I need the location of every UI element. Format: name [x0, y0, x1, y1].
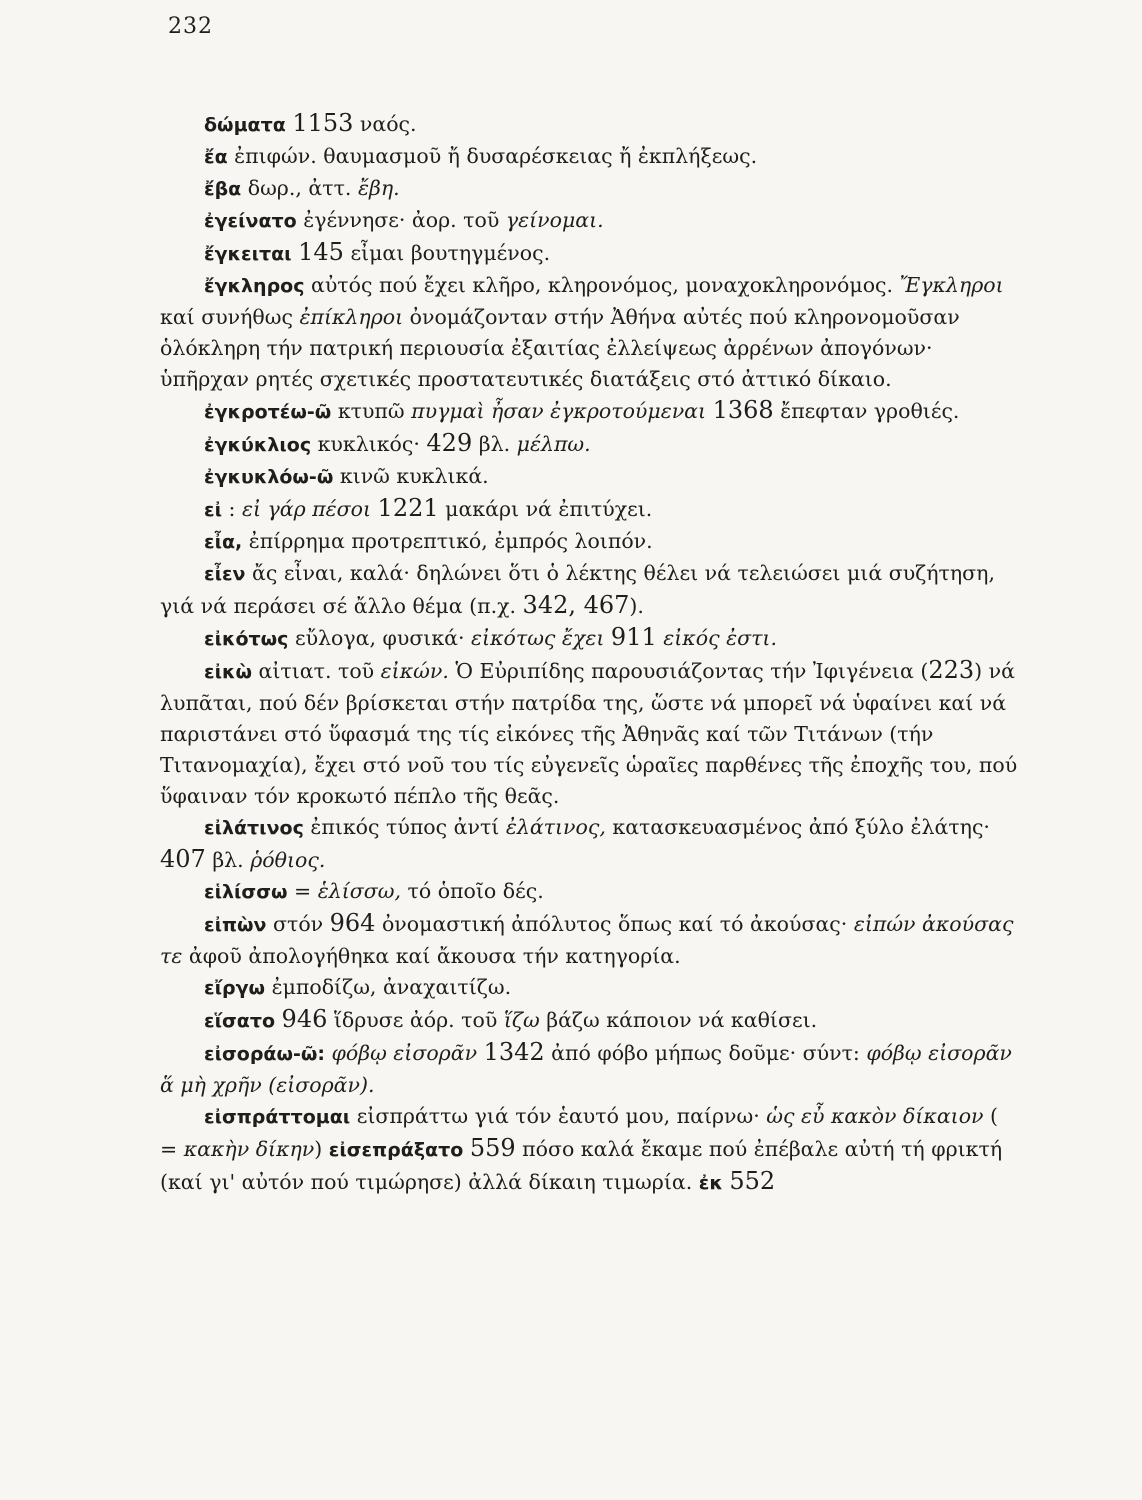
entry-text: ἐπιφών. θαυμασμοῦ ἤ δυσαρέσκειας ἤ ἐκπλήξεως. — [227, 144, 758, 168]
dictionary-entry — [160, 876, 1018, 908]
line-reference: 1221 — [377, 494, 439, 522]
entry-text: ἵδρυσε ἀόρ. τοῦ — [327, 1008, 504, 1032]
dictionary-entry — [160, 108, 1018, 141]
dictionary-entry — [160, 428, 1018, 461]
lemma-headword: εἰλάτινος — [204, 817, 304, 839]
dictionary-entry — [160, 461, 1018, 493]
dictionary-entry — [160, 237, 1018, 270]
entry-text: βλ. — [472, 432, 517, 456]
italic-quote: εἰκός ἐστι. — [663, 626, 777, 650]
dictionary-entry — [160, 622, 1018, 655]
entry-text: ) νά λυπᾶται, πού δέν βρίσκεται στήν πατρίδα της, ὥστε νά μπορεῖ νά ὑφαίνει καί νά παριστάνει στό ὕφασμά της τίς εἰκόνες τῆς Ἀθηνᾶς καί τῶν Τιτάνων (τήν Τιτανομαχία), ἔχει στό νοῦ του τίς εὐγενεῖς ὡραῖες παρθένες τῆς ἐποχῆς του, πού ὕφαιναν τόν κροκωτό πέπλο τῆς θεᾶς. — [160, 659, 1018, 808]
dictionary-entry — [160, 493, 1018, 526]
line-reference: 429 — [426, 429, 473, 457]
line-reference: 1153 — [292, 109, 354, 137]
entry-text: ἐπικός τύπος ἀντί — [303, 815, 506, 839]
lemma-headword: ἐγκροτέω-ῶ — [204, 401, 332, 423]
italic-quote: Ἔγκληροι — [899, 273, 1004, 297]
dictionary-entry — [160, 526, 1018, 558]
dictionary-entry — [160, 1101, 1018, 1199]
entry-text: ναός. — [353, 112, 417, 136]
entry-text: ). — [629, 594, 644, 618]
lemma-headword: ἔα — [204, 146, 228, 168]
italic-quote: ὡς εὖ κακὸν δίκαιον — [766, 1104, 984, 1128]
entry-text: εἰσπράττω γιά τόν ἑαυτό μου, παίρνω· — [350, 1104, 767, 1128]
line-reference: 1342 — [483, 1038, 545, 1066]
lemma-headword: εἴργω — [204, 977, 266, 999]
entry-text: ἀφοῦ ἀπολογήθηκα καί ἄκουσα τήν κατηγορία. — [182, 944, 681, 968]
line-reference: 223 — [928, 656, 975, 684]
italic-quote: ἔβη. — [357, 176, 400, 200]
italic-quote: ἐλάτινος, — [505, 815, 606, 839]
entry-text: κατασκευασμένος ἀπό ξύλο ἐλάτης· — [605, 815, 990, 839]
dictionary-entry — [160, 655, 1018, 812]
dictionary-entry — [160, 1004, 1018, 1037]
lemma-headword: ἐγκύκλιος — [204, 434, 312, 456]
entry-text: κτυπῶ — [331, 399, 412, 423]
dictionary-entry — [160, 558, 1018, 622]
line-reference: 1368 — [712, 396, 774, 424]
entry-text: ὀνομαστική ἀπόλυτος ὅπως καί τό ἀκούσας· — [375, 912, 854, 936]
italic-quote: μέλπω. — [516, 432, 591, 456]
entry-text: καί συνήθως — [160, 305, 300, 329]
lemma-headword: εἱλίσσω — [204, 881, 288, 903]
line-reference: 911 — [610, 623, 657, 651]
line-reference: 946 — [281, 1005, 328, 1033]
italic-quote: ἵζω — [503, 1008, 540, 1032]
italic-quote: εἰκότως ἔχει — [471, 626, 605, 650]
entry-text: Ὁ Εὐριπίδης παρουσιάζοντας τήν Ἰφιγένεια ( — [448, 659, 929, 683]
dictionary-entry — [160, 972, 1018, 1004]
entry-text: : — [221, 497, 242, 521]
dictionary-entry — [160, 1037, 1018, 1101]
entry-text: ἐγέννησε· ἀορ. τοῦ — [296, 208, 506, 232]
line-reference: 342, 467 — [522, 591, 630, 619]
italic-quote: κακὴν δίκην — [183, 1137, 315, 1161]
entry-text: ) — [314, 1137, 329, 1161]
italic-quote: φόβῳ εἰσορᾶν ἅ μὴ χρῆν (εἰσορᾶν). — [160, 1041, 1012, 1097]
lemma-headword: εἰπὼν — [204, 914, 267, 936]
entry-text: δωρ., ἀττ. — [241, 176, 358, 200]
lemma-headword: ἔγκληρος — [204, 275, 305, 297]
dictionary-entries — [160, 108, 1018, 1199]
entry-text: τό ὁποῖο δές. — [401, 879, 544, 903]
lemma-headword: ἐγείνατο — [204, 210, 297, 232]
entry-text: βλ. — [205, 848, 251, 872]
lemma-headword: εἶα, — [204, 531, 243, 553]
line-reference: 407 — [160, 845, 206, 873]
dictionary-entry — [160, 812, 1018, 876]
line-reference: 552 — [729, 1167, 776, 1195]
lemma-headword: εἰσοράω-ῶ: — [204, 1043, 325, 1065]
italic-quote: ἑλίσσω, — [317, 879, 401, 903]
italic-quote: πυγμαὶ ἦσαν ἐγκροτούμεναι — [411, 399, 707, 423]
entry-text: πόσο καλά ἔκαμε πού ἐπέβαλε αὐτή τή φρικτή (καί γι' αὐτόν πού τιμώρησε) ἀλλά δίκαιη τιμωρία. — [160, 1137, 1003, 1194]
entry-text: εὔλογα, φυσικά· — [288, 626, 472, 650]
italic-quote: ῥόθιος. — [250, 848, 326, 872]
entry-text: ἐπίρρημα προτρεπτικό, ἐμπρός λοιπόν. — [242, 529, 653, 553]
lemma-headword: εἵσατο — [204, 1010, 276, 1032]
dictionary-entry — [160, 205, 1018, 237]
italic-quote: εἰκών. — [380, 659, 449, 683]
lemma-headword: εἰ — [204, 499, 222, 521]
dictionary-entry — [160, 908, 1018, 972]
entry-text: κινῶ κυκλικά. — [333, 464, 489, 488]
dictionary-entry — [160, 395, 1018, 428]
line-reference: 964 — [329, 909, 376, 937]
entry-text: αὐτός πού ἔχει κλῆρο, κληρονόμος, μοναχοκληρονόμος. — [304, 273, 900, 297]
entry-text: αἰτιατ. τοῦ — [252, 659, 381, 683]
entry-text: = — [287, 879, 318, 903]
lemma-headword: εἰκὼ — [204, 661, 252, 683]
entry-text: βάζω κάποιον νά καθίσει. — [539, 1008, 818, 1032]
italic-quote: εἰ γάρ πέσοι — [241, 497, 372, 521]
italic-quote: ἐπίκληροι — [299, 305, 404, 329]
entry-text: ἔπεφταν γροθιές. — [773, 399, 960, 423]
lemma-headword: εἰκότως — [204, 628, 289, 650]
italic-quote: γείνομαι. — [505, 208, 604, 232]
lemma-headword: δώματα — [204, 114, 286, 136]
entry-text: ἀπό φόβο μήπως δοῦμε· σύντ: — [544, 1041, 867, 1065]
dictionary-entry — [160, 173, 1018, 205]
lemma-headword: ἐγκυκλόω-ῶ — [204, 466, 334, 488]
lemma-headword: ἐκ — [698, 1172, 723, 1194]
italic-quote: φόβῳ εἰσορᾶν — [331, 1041, 478, 1065]
entry-text: στόν — [266, 912, 330, 936]
dictionary-entry — [160, 270, 1018, 395]
lemma-headword: ἔβα — [204, 178, 242, 200]
entry-text: ὀνομάζονταν στήν Ἀθήνα αὐτές πού κληρονομοῦσαν ὁλόκληρη τήν πατρική περιουσία ἐξαιτίας ἐλλείψεως ἀρρένων ἀπογόνων· ὑπῆρχαν ρητές σχετικές προστατευτικές διατάξεις στό ἀττικό δίκαιο. — [160, 305, 960, 391]
lemma-headword: ἔγκειται — [204, 243, 292, 265]
entry-text: ἄς εἶναι, καλά· δηλώνει ὅτι ὁ λέκτης θέλει νά τελειώσει μιά συζήτηση, γιά νά περάσει σέ ἄλλο θέμα (π.χ. — [160, 561, 995, 618]
entry-text: ἐμποδίζω, ἀναχαιτίζω. — [265, 975, 512, 999]
lemma-headword: εἰσπράττομαι — [204, 1106, 351, 1128]
line-reference: 559 — [469, 1134, 516, 1162]
line-reference: 145 — [298, 238, 344, 266]
italic-quote: εἰπών ἀκούσας τε — [160, 912, 1014, 968]
entry-text: εἶμαι βουτηγμένος. — [343, 241, 551, 265]
lemma-headword: εἰσεπράξατο — [328, 1139, 464, 1161]
page-number: 232 — [168, 14, 213, 39]
entry-text: μακάρι νά ἐπιτύχει. — [438, 497, 653, 521]
entry-text: ( = — [160, 1104, 999, 1161]
entry-text: κυκλικός· — [311, 432, 427, 456]
dictionary-entry — [160, 141, 1018, 173]
lemma-headword: εἶεν — [204, 563, 246, 585]
